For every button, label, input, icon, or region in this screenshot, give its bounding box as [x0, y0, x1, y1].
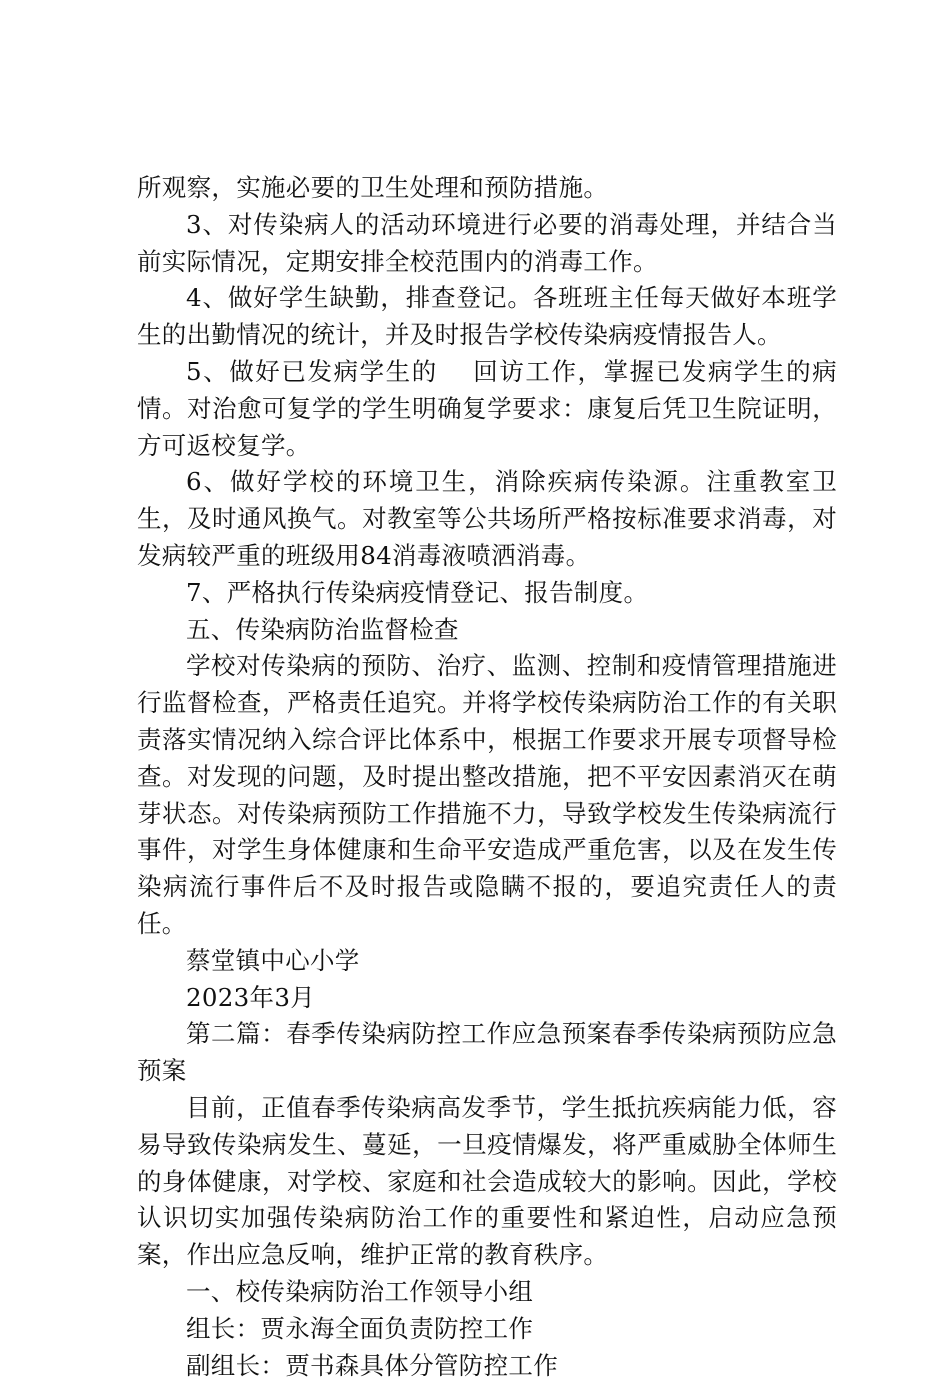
document-page — [137, 170, 837, 1384]
paragraph-item-3: 3、对传染病人的活动环境进行必要的消毒处理，并结合当前实际情况，定期安排全校范围内的消毒工作。 — [137, 207, 837, 281]
paragraph-item-7: 7、严格执行传染病疫情登记、报告制度。 — [137, 575, 837, 612]
paragraph-intro: 目前，正值春季传染病高发季节，学生抵抗疾病能力低，容易导致传染病发生、蔓延，一旦疫情爆发，将严重威胁全体师生的身体健康，对学校、家庭和社会造成较大的影响。因此，学校认识切实加强传染病防治工作的重要性和紧迫性，启动应急预案，作出应急反响，维护正常的教育秩序。 — [137, 1090, 837, 1274]
deputy-leader-line: 副组长：贾书森具体分管防控工作 — [137, 1348, 837, 1384]
section-heading-5: 五、传染病防治监督检查 — [137, 612, 837, 649]
part-two-title: 第二篇：春季传染病防控工作应急预案春季传染病预防应急预案 — [137, 1016, 837, 1090]
paragraph-item-5: 5、做好已发病学生的 回访工作，掌握已发病学生的病情。对治愈可复学的学生明确复学要求：康复后凭卫生院证明，方可返校复学。 — [137, 354, 837, 464]
paragraph-item-6: 6、做好学校的环境卫生，消除疾病传染源。注重教室卫生，及时通风换气。对教室等公共场所严格按标准要求消毒，对发病较严重的班级用84消毒液喷洒消毒。 — [137, 464, 837, 574]
paragraph-continuation: 所观察，实施必要的卫生处理和预防措施。 — [137, 170, 837, 207]
leader-line: 组长：贾永海全面负责防控工作 — [137, 1311, 837, 1348]
section-heading-1: 一、校传染病防治工作领导小组 — [137, 1274, 837, 1311]
paragraph-item-4: 4、做好学生缺勤，排查登记。各班班主任每天做好本班学生的出勤情况的统计，并及时报告学校传染病疫情报告人。 — [137, 280, 837, 354]
signature-date: 2023年3月 — [137, 980, 837, 1017]
signature-school: 蔡堂镇中心小学 — [137, 943, 837, 980]
paragraph-supervision: 学校对传染病的预防、治疗、监测、控制和疫情管理措施进行监督检查，严格责任追究。并将学校传染病防治工作的有关职责落实情况纳入综合评比体系中，根据工作要求开展专项督导检查。对发现的问题，及时提出整改措施，把不平安因素消灭在萌芽状态。对传染病预防工作措施不力，导致学校发生传染病流行事件，对学生身体健康和生命平安造成严重危害，以及在发生传染病流行事件后不及时报告或隐瞒不报的，要追究责任人的责任。 — [137, 648, 837, 942]
